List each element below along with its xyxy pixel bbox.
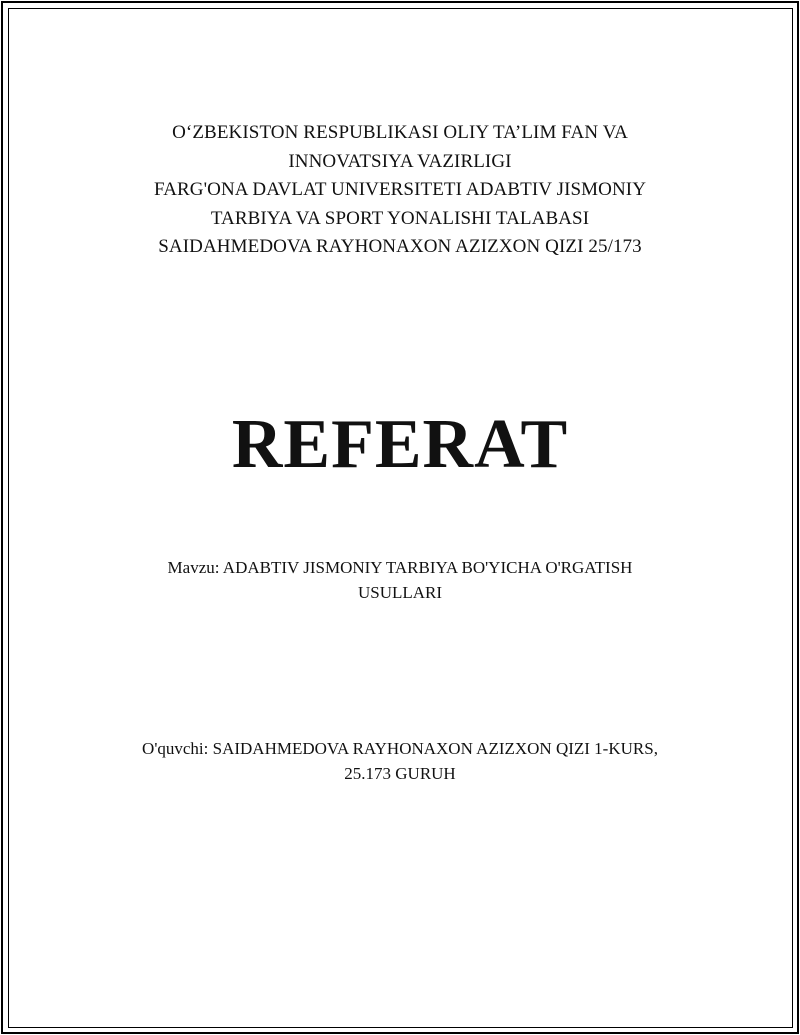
header-line-student: SAIDAHMEDOVA RAYHONAXON AZIZXON QIZI 25/173 [158,236,642,257]
header-line-university: FARG'ONA DAVLAT UNIVERSITETI ADABTIV JISMONIY [153,179,647,200]
student-line-cont: 25.173 GURUH [344,764,456,783]
header-line-department: TARBIYA VA SPORT YONALISHI TALABASI [210,207,590,229]
header-line-ministry: O‘ZBEKISTON RESPUBLIKASI OLIY TA’LIM FAN VA [172,122,628,143]
student-line: O'quvchi: SAIDAHMEDOVA RAYHONAXON AZIZXON QIZI 1-KURS, [142,739,658,758]
institution-header [0,119,800,262]
topic-line-cont: USULLARI [357,583,443,602]
header-line-ministry-cont: INNOVATSIYA VAZIRLIGI [288,150,512,172]
document-title: REFERAT [231,406,569,483]
topic-block [0,555,800,605]
topic-line: Mavzu: ADABTIV JISMONIY TARBIYA BO'YICHA O'RGATISH [167,558,633,577]
student-info-block [0,736,800,786]
